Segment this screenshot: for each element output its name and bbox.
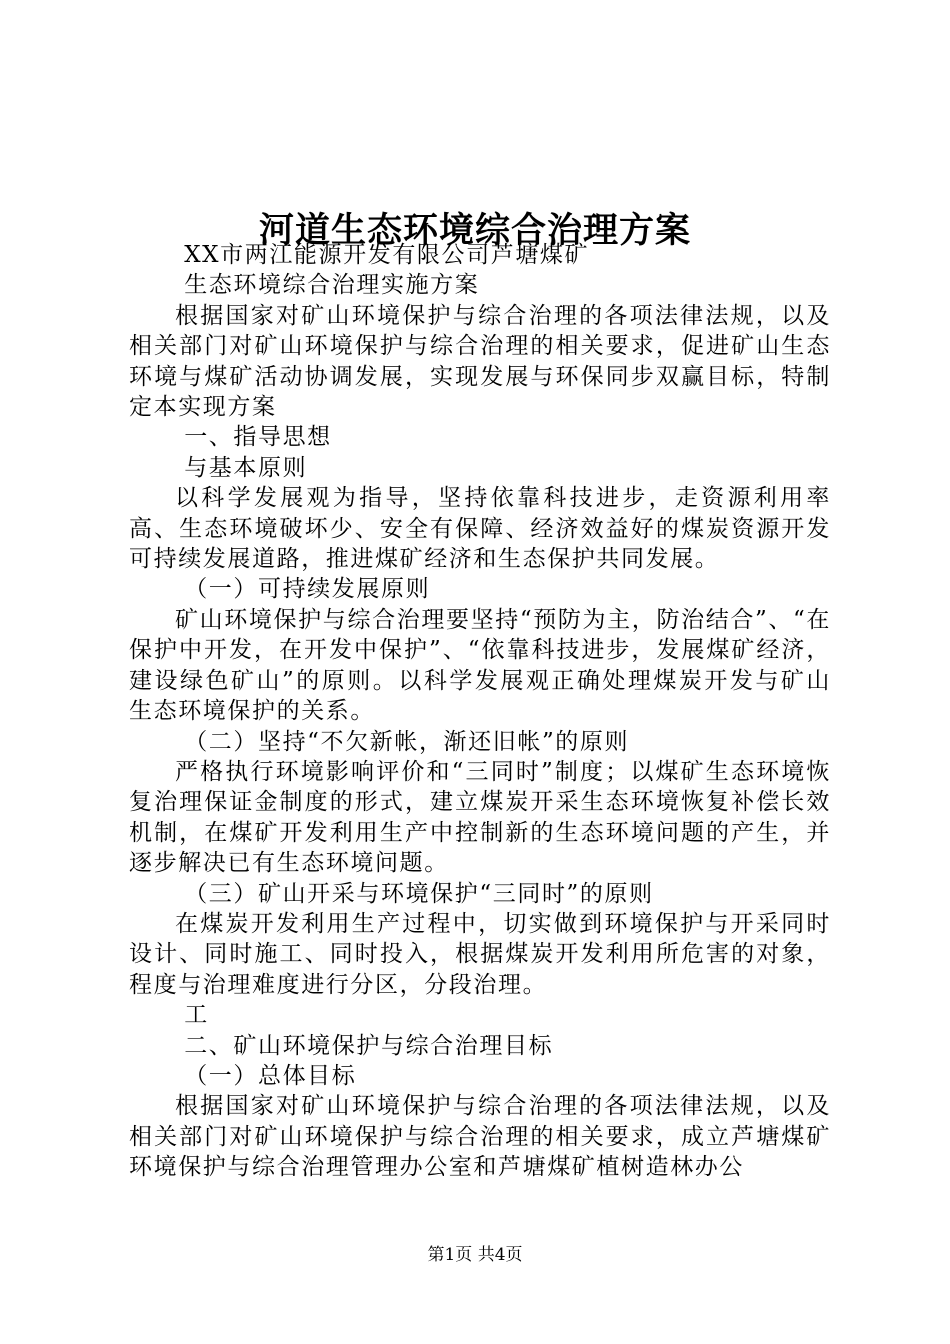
- intro-paragraph: 根据国家对矿山环境保护与综合治理的各项法律法规，以及相关部门对矿山环境保护与综合治理的相关要求，促进矿山生态环境与煤矿活动协调发展，实现发展与环保同步双赢目标，特制定本实现方案: [129, 302, 831, 421]
- subsection-heading-2: （二）坚持“不欠新帐，渐还旧帐”的原则: [184, 728, 630, 755]
- three-simultaneous-paragraph: 在煤炭开发利用生产过程中，切实做到环境保护与开采同时设计、同时施工、同时投入，根据煤炭开发利用所危害的对象，程度与治理难度进行分区，分段治理。: [129, 910, 831, 998]
- subsection-heading-overall: （一）总体目标: [184, 1062, 357, 1089]
- page-footer: 第1页 共4页: [427, 1245, 523, 1265]
- subsection-heading-1: （一）可持续发展原则: [184, 576, 431, 603]
- stray-character: 工: [184, 1002, 209, 1029]
- document-body: [129, 240, 831, 1183]
- section-heading-1-cont: 与基本原则: [184, 454, 308, 481]
- plan-subtitle: 生态环境综合治理实施方案: [184, 272, 480, 299]
- guiding-paragraph: 以科学发展观为指导，坚持依靠科技进步，走资源利用率高、生态环境破坏少、安全有保障、经济效益好的煤炭资源开发可持续发展道路，推进煤矿经济和生态保护共同发展。: [129, 485, 831, 573]
- company-line: XX市两江能源开发有限公司芦塘煤矿: [184, 242, 590, 268]
- sustainability-paragraph: 矿山环境保护与综合治理要坚持“预防为主，防治结合”、“在保护中开发，在开发中保护”、“依靠科技进步，发展煤矿经济，建设绿色矿山”的原则。以科学发展观正确处理煤炭开发与矿山生态环境保护的关系。: [129, 606, 831, 725]
- section-heading-1: 一、指导思想: [184, 424, 332, 451]
- overall-goal-paragraph: 根据国家对矿山环境保护与综合治理的各项法律法规，以及相关部门对矿山环境保护与综合治理的相关要求，成立芦塘煤矿环境保护与综合治理管理办公室和芦塘煤矿植树造林办公: [129, 1093, 831, 1181]
- subsection-heading-3: （三）矿山开采与环境保护“三同时”的原则: [184, 880, 654, 907]
- section-heading-2: 二、矿山环境保护与综合治理目标: [184, 1032, 554, 1059]
- document-title: 河道生态环境综合治理方案: [258, 210, 691, 252]
- accounts-paragraph: 严格执行环境影响评价和“三同时”制度；以煤矿生态环境恢复治理保证金制度的形式，建立煤炭开采生态环境恢复补偿长效机制，在煤矿开发利用生产中控制新的生态环境问题的产生，并逐步解决已有生态环境问题。: [129, 758, 831, 877]
